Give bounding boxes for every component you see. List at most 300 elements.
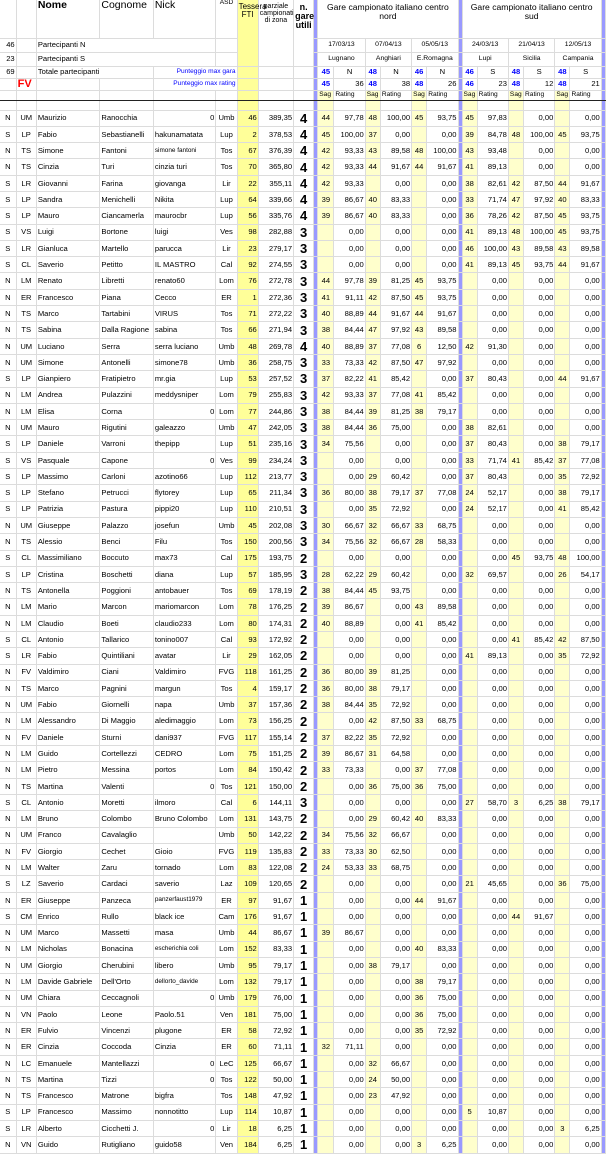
parziale-cell: 143,75	[258, 811, 293, 827]
rating-cell: 85,42	[524, 632, 555, 648]
rating-cell: 0,00	[427, 746, 458, 762]
zone-cell: S	[0, 257, 16, 273]
tessera-cell: 150	[237, 534, 258, 550]
nick-cell: dellorto_davide	[153, 974, 216, 990]
sag-cell	[318, 811, 334, 827]
ngare-cell: 4	[294, 208, 314, 224]
rating-cell: 0,00	[477, 746, 508, 762]
ngare-cell: 3	[294, 452, 314, 468]
last-name-cell: Cherubini	[100, 957, 153, 973]
sag-cell	[508, 566, 523, 582]
sag-cell: 42	[462, 338, 477, 354]
rating-cell: 0,00	[570, 729, 601, 745]
ngare-cell: 2	[294, 550, 314, 566]
parziale-cell: 211,34	[258, 485, 293, 501]
race-participants: 23	[477, 78, 508, 90]
first-name-cell: Alessio	[36, 534, 100, 550]
rating-cell: 80,43	[477, 371, 508, 387]
sag-cell: 38	[555, 485, 570, 501]
asd-cell: Lup	[216, 469, 237, 485]
sag-cell: 33	[462, 452, 477, 468]
col-rating: Rating	[477, 90, 508, 100]
rating-cell: 80,43	[477, 436, 508, 452]
parziale-cell: 135,83	[258, 843, 293, 859]
rating-cell: 91,67	[427, 892, 458, 908]
asd-cell: Lom	[216, 811, 237, 827]
rating-cell: 0,00	[427, 1055, 458, 1071]
tessera-cell: 79	[237, 387, 258, 403]
nick-cell: plugone	[153, 1023, 216, 1039]
rating-cell: 0,00	[334, 501, 365, 517]
nick-cell: diana	[153, 566, 216, 582]
first-name-cell: Saverio	[36, 257, 100, 273]
rating-cell: 0,00	[477, 778, 508, 794]
sag-cell	[555, 1023, 570, 1039]
zone-cell: N	[0, 778, 16, 794]
rating-cell: 0,00	[477, 583, 508, 599]
asd-cell: Lir	[216, 175, 237, 191]
sag-cell: 37	[412, 485, 427, 501]
asd-code-cell: LM	[16, 713, 36, 729]
last-name-cell: Menichelli	[100, 191, 153, 207]
parziale-cell: 150,00	[258, 778, 293, 794]
rating-cell: 0,00	[524, 860, 555, 876]
last-name-cell: Boeti	[100, 615, 153, 631]
asd-cell: Umb	[216, 420, 237, 436]
zone-cell: S	[0, 909, 16, 925]
sag-cell	[555, 974, 570, 990]
sag-cell	[508, 501, 523, 517]
sag-cell	[555, 110, 570, 126]
rating-cell: 79,17	[427, 974, 458, 990]
sag-cell	[318, 713, 334, 729]
sag-cell	[508, 517, 523, 533]
parziale-cell: 47,92	[258, 1088, 293, 1104]
sag-cell	[365, 240, 380, 256]
rating-cell: 72,92	[427, 1023, 458, 1039]
nick-cell: saverio	[153, 876, 216, 892]
sag-cell: 42	[318, 143, 334, 159]
rating-cell: 0,00	[570, 306, 601, 322]
tessera-cell: 119	[237, 843, 258, 859]
rating-cell: 0,00	[427, 501, 458, 517]
zone-cell: N	[0, 746, 16, 762]
rating-cell: 0,00	[524, 974, 555, 990]
last-name-cell: Cardaci	[100, 876, 153, 892]
sag-cell	[462, 680, 477, 696]
last-name-cell: Tizzi	[100, 1072, 153, 1088]
asd-cell: Cal	[216, 257, 237, 273]
table-row	[0, 1104, 606, 1120]
first-name-cell: Martina	[36, 1072, 100, 1088]
sag-cell	[508, 1120, 523, 1136]
tessera-cell: 57	[237, 566, 258, 582]
rating-cell: 0,00	[334, 892, 365, 908]
rating-cell: 12,50	[427, 338, 458, 354]
asd-code-cell: LR	[16, 240, 36, 256]
rating-cell: 91,67	[380, 306, 411, 322]
rating-cell: 0,00	[524, 485, 555, 501]
tessera-cell: 176	[237, 909, 258, 925]
sag-cell: 24	[462, 501, 477, 517]
zone-cell: N	[0, 1088, 16, 1104]
asd-code-cell: CL	[16, 794, 36, 810]
tessera-cell: 64	[237, 191, 258, 207]
rating-cell: 0,00	[334, 1023, 365, 1039]
sag-cell: 38	[318, 420, 334, 436]
rating-cell: 84,44	[334, 403, 365, 419]
rating-cell: 89,13	[477, 648, 508, 664]
ngare-cell: 2	[294, 599, 314, 615]
rating-cell: 0,00	[427, 1088, 458, 1104]
parziale-cell: 193,75	[258, 550, 293, 566]
ngare-cell: 1	[294, 892, 314, 908]
sag-cell	[508, 957, 523, 973]
ngare-cell: 1	[294, 909, 314, 925]
rating-cell: 0,00	[524, 338, 555, 354]
rating-cell: 0,00	[477, 1137, 508, 1153]
rating-cell: 0,00	[570, 403, 601, 419]
header-ngare: n. gare utili	[294, 0, 314, 66]
rating-cell: 60,42	[380, 811, 411, 827]
ngare-cell: 3	[294, 485, 314, 501]
last-name-cell: Pagnini	[100, 680, 153, 696]
asd-cell: Lir	[216, 240, 237, 256]
sag-cell	[555, 990, 570, 1006]
rating-cell: 79,17	[380, 680, 411, 696]
zone-cell: N	[0, 322, 16, 338]
asd-cell: Ven	[216, 1006, 237, 1022]
table-row	[0, 387, 606, 403]
sag-cell	[462, 632, 477, 648]
sag-cell: 45	[555, 126, 570, 142]
ngare-cell: 2	[294, 746, 314, 762]
race-max: 48	[555, 66, 570, 78]
last-name-cell: Boccuto	[100, 550, 153, 566]
table-row	[0, 746, 606, 762]
sag-cell	[412, 501, 427, 517]
parziale-cell: 75,00	[258, 1006, 293, 1022]
parziale-cell: 202,08	[258, 517, 293, 533]
parziale-cell: 200,56	[258, 534, 293, 550]
parziale-cell: 161,25	[258, 664, 293, 680]
sag-cell	[555, 1055, 570, 1071]
sag-cell	[508, 860, 523, 876]
sag-cell	[508, 354, 523, 370]
last-name-cell: Quintiliani	[100, 648, 153, 664]
sag-cell	[318, 550, 334, 566]
first-name-cell: Antonio	[36, 632, 100, 648]
sag-cell: 36	[318, 664, 334, 680]
tessera-cell: 6	[237, 794, 258, 810]
ngare-cell: 2	[294, 632, 314, 648]
sag-cell	[462, 289, 477, 305]
sag-cell: 47	[365, 322, 380, 338]
ngare-cell: 3	[294, 322, 314, 338]
rating-cell: 93,33	[334, 387, 365, 403]
rating-cell: 0,00	[477, 403, 508, 419]
sag-cell: 45	[508, 257, 523, 273]
last-name-cell: Ciancamerla	[100, 208, 153, 224]
rating-cell: 91,11	[334, 289, 365, 305]
sag-cell	[555, 713, 570, 729]
first-name-cell: Alberto	[36, 1120, 100, 1136]
ngare-cell: 3	[294, 354, 314, 370]
last-name-cell: Cortellezzi	[100, 746, 153, 762]
asd-code-cell: LM	[16, 762, 36, 778]
ngare-cell: 1	[294, 1072, 314, 1088]
rating-cell: 0,00	[570, 517, 601, 533]
rating-cell: 83,33	[427, 941, 458, 957]
first-name-cell: Davide Gabriele	[36, 974, 100, 990]
parziale-cell: 76,00	[258, 990, 293, 1006]
rating-cell: 80,00	[334, 664, 365, 680]
table-row	[0, 713, 606, 729]
sag-cell	[318, 941, 334, 957]
ngare-cell: 2	[294, 648, 314, 664]
asd-code-cell: UM	[16, 990, 36, 1006]
zone-cell: S	[0, 1120, 16, 1136]
last-name-cell: Farina	[100, 175, 153, 191]
last-name-cell: Fantoni	[100, 143, 153, 159]
rating-cell: 89,58	[380, 143, 411, 159]
rating-cell: 87,50	[380, 354, 411, 370]
sag-cell	[555, 517, 570, 533]
first-name-cell: Marco	[36, 925, 100, 941]
sag-cell	[508, 762, 523, 778]
race-zone: S	[570, 66, 601, 78]
rating-cell: 0,00	[524, 289, 555, 305]
asd-cell: Lup	[216, 208, 237, 224]
sag-cell	[555, 746, 570, 762]
rating-cell: 0,00	[427, 452, 458, 468]
sag-cell: 33	[318, 843, 334, 859]
sag-cell: 3	[508, 794, 523, 810]
rating-cell: 97,92	[427, 354, 458, 370]
rating-cell: 0,00	[427, 860, 458, 876]
last-name-cell: Matrone	[100, 1088, 153, 1104]
parziale-cell: 378,53	[258, 126, 293, 142]
last-name-cell: Carloni	[100, 469, 153, 485]
last-name-cell: Ciani	[100, 664, 153, 680]
rating-cell: 0,00	[380, 941, 411, 957]
last-name-cell: Tartabini	[100, 306, 153, 322]
rating-cell: 52,17	[477, 485, 508, 501]
parziale-cell: 159,17	[258, 680, 293, 696]
tessera-cell: 58	[237, 1023, 258, 1039]
nick-cell: Cinzia	[153, 1039, 216, 1055]
rating-cell: 79,17	[570, 794, 601, 810]
rating-cell: 0,00	[570, 1039, 601, 1055]
rating-cell: 0,00	[380, 452, 411, 468]
sag-cell	[462, 1023, 477, 1039]
sag-cell	[508, 289, 523, 305]
asd-cell: Lom	[216, 746, 237, 762]
tessera-cell: 1	[237, 289, 258, 305]
sag-cell: 3	[555, 1120, 570, 1136]
last-name-cell: Colombo	[100, 811, 153, 827]
rating-cell: 0,00	[570, 615, 601, 631]
sag-cell	[462, 550, 477, 566]
tessera-cell: 92	[237, 257, 258, 273]
rating-cell: 0,00	[380, 632, 411, 648]
ngare-cell: 3	[294, 534, 314, 550]
rating-cell: 0,00	[524, 1137, 555, 1153]
rating-cell: 0,00	[477, 289, 508, 305]
table-row	[0, 1072, 606, 1088]
first-name-cell: Marco	[36, 306, 100, 322]
first-name-cell: Cinzia	[36, 159, 100, 175]
rating-cell: 78,26	[477, 208, 508, 224]
sag-cell	[412, 860, 427, 876]
zone-cell: N	[0, 697, 16, 713]
sag-cell: 37	[365, 338, 380, 354]
ngare-cell: 2	[294, 615, 314, 631]
asd-code-cell: TS	[16, 680, 36, 696]
sag-cell	[462, 746, 477, 762]
sag-cell: 29	[365, 469, 380, 485]
asd-code-cell: UM	[16, 354, 36, 370]
sag-cell	[555, 322, 570, 338]
rating-cell: 77,08	[380, 387, 411, 403]
sag-cell: 34	[318, 436, 334, 452]
last-name-cell: Panzeca	[100, 892, 153, 908]
zone-cell: N	[0, 354, 16, 370]
last-name-cell: Valenti	[100, 778, 153, 794]
sag-cell	[318, 1120, 334, 1136]
rating-cell: 10,87	[477, 1104, 508, 1120]
nick-cell: IL MASTRO	[153, 257, 216, 273]
last-name-cell: Poggioni	[100, 583, 153, 599]
asd-cell: Tos	[216, 159, 237, 175]
parziale-cell: 255,83	[258, 387, 293, 403]
rating-cell: 0,00	[427, 909, 458, 925]
rating-cell: 0,00	[570, 827, 601, 843]
parziale-cell: 272,78	[258, 273, 293, 289]
rating-cell: 0,00	[570, 957, 601, 973]
rating-cell: 0,00	[524, 159, 555, 175]
rating-cell: 0,00	[524, 110, 555, 126]
sag-cell	[412, 126, 427, 142]
zone-cell: N	[0, 420, 16, 436]
nick-cell: tonino007	[153, 632, 216, 648]
rating-cell: 0,00	[477, 273, 508, 289]
rating-cell: 0,00	[334, 452, 365, 468]
sag-cell: 45	[462, 110, 477, 126]
sag-cell: 23	[365, 1088, 380, 1104]
parziale-cell: 155,14	[258, 729, 293, 745]
ngare-cell: 3	[294, 387, 314, 403]
rating-cell: 0,00	[570, 974, 601, 990]
race-date: 21/04/13	[508, 38, 554, 52]
zone-cell: N	[0, 974, 16, 990]
ngare-cell: 3	[294, 517, 314, 533]
zone-cell: S	[0, 876, 16, 892]
sag-cell: 32	[462, 566, 477, 582]
asd-code-cell: LR	[16, 175, 36, 191]
sag-cell	[318, 632, 334, 648]
last-name-cell: Antonelli	[100, 354, 153, 370]
rating-cell: 89,58	[570, 240, 601, 256]
tessera-cell: 36	[237, 354, 258, 370]
ngare-cell: 3	[294, 566, 314, 582]
race-max: 46	[412, 66, 427, 78]
rating-cell: 0,00	[477, 860, 508, 876]
sag-cell	[412, 957, 427, 973]
table-row	[0, 143, 606, 159]
nick-cell: antobauer	[153, 583, 216, 599]
last-name-cell: Tallarico	[100, 632, 153, 648]
zone-cell: S	[0, 1104, 16, 1120]
race-date: 17/03/13	[318, 38, 365, 52]
zone-cell: S	[0, 648, 16, 664]
parziale-cell: 6,25	[258, 1137, 293, 1153]
rating-cell: 83,33	[427, 811, 458, 827]
rating-cell: 0,00	[570, 583, 601, 599]
first-name-cell: Antonella	[36, 583, 100, 599]
sag-cell	[462, 892, 477, 908]
nick-cell: black ice	[153, 909, 216, 925]
parziale-cell: 389,35	[258, 110, 293, 126]
asd-cell: Umb	[216, 338, 237, 354]
nick-cell: giovanga	[153, 175, 216, 191]
rating-cell: 85,42	[427, 615, 458, 631]
asd-cell: Laz	[216, 876, 237, 892]
sag-cell: 32	[365, 534, 380, 550]
sag-cell	[508, 729, 523, 745]
partecipanti-s-label: Partecipanti S	[36, 52, 216, 66]
sag-cell: 42	[508, 208, 523, 224]
rating-cell: 0,00	[570, 713, 601, 729]
rating-cell: 0,00	[524, 778, 555, 794]
sag-cell	[412, 697, 427, 713]
sag-cell	[412, 257, 427, 273]
sag-cell	[508, 485, 523, 501]
rating-cell: 71,74	[477, 452, 508, 468]
sag-cell: 43	[508, 240, 523, 256]
tessera-cell: 97	[237, 892, 258, 908]
nick-cell: portos	[153, 762, 216, 778]
sag-cell: 45	[318, 126, 334, 142]
asd-code-cell: LM	[16, 599, 36, 615]
zone-cell: S	[0, 452, 16, 468]
table-row	[0, 762, 606, 778]
table-row	[0, 957, 606, 973]
sag-cell	[318, 224, 334, 240]
sag-cell	[508, 110, 523, 126]
zone-cell: S	[0, 566, 16, 582]
asd-code-cell: UM	[16, 925, 36, 941]
asd-code-cell: ER	[16, 1039, 36, 1055]
rating-cell: 0,00	[334, 632, 365, 648]
race-participants: 38	[380, 78, 411, 90]
sag-cell	[462, 387, 477, 403]
rating-cell: 0,00	[477, 1072, 508, 1088]
rating-cell: 73,33	[334, 354, 365, 370]
table-row	[0, 941, 606, 957]
rating-cell: 0,00	[477, 843, 508, 859]
rating-cell: 89,58	[524, 240, 555, 256]
ngare-cell: 4	[294, 159, 314, 175]
last-name-cell: Giornelli	[100, 697, 153, 713]
first-name-cell: Elisa	[36, 403, 100, 419]
rating-cell: 58,33	[427, 534, 458, 550]
table-row	[0, 306, 606, 322]
sag-cell	[365, 1039, 380, 1055]
table-row	[0, 1137, 606, 1153]
rating-cell: 0,00	[427, 925, 458, 941]
rating-cell: 0,00	[524, 892, 555, 908]
